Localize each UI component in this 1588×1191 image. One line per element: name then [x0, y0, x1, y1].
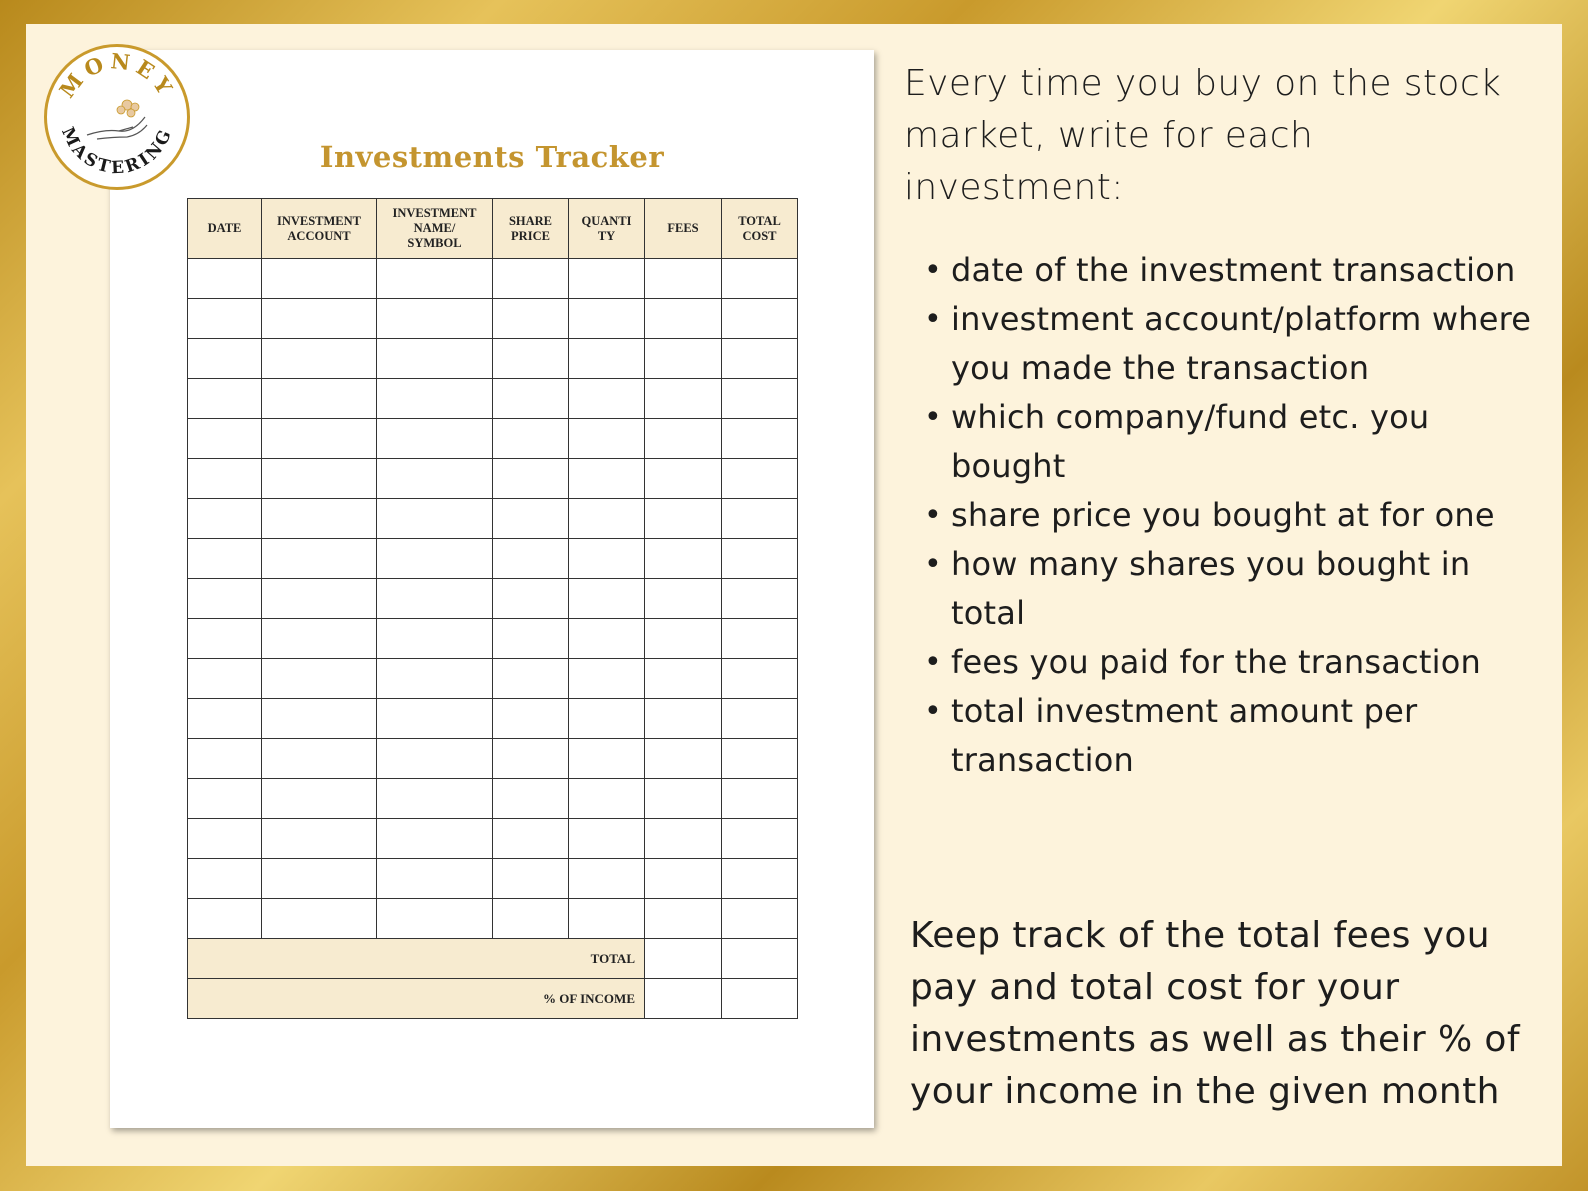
- entry-cell[interactable]: [262, 339, 377, 379]
- logo-bottom-text: MASTERING: [57, 124, 177, 179]
- svg-text:MONEY: [54, 48, 180, 103]
- bullet-icon: •: [924, 694, 942, 729]
- entry-cell[interactable]: [377, 259, 493, 299]
- entry-cell[interactable]: [188, 859, 262, 899]
- sheet-title: Investments Tracker: [319, 140, 665, 174]
- entry-cell[interactable]: [493, 419, 569, 459]
- entry-cell[interactable]: [262, 859, 377, 899]
- entry-cell[interactable]: [493, 659, 569, 699]
- entry-cell[interactable]: [569, 779, 645, 819]
- table-row: [188, 739, 798, 779]
- entry-cell[interactable]: [722, 539, 798, 579]
- entry-cell[interactable]: [645, 339, 722, 379]
- outro-text: Keep track of the total fees you pay and total cost for your investments as well as their % of your income in the given month: [910, 915, 1520, 1112]
- entry-cell[interactable]: [377, 779, 493, 819]
- table-row: [188, 499, 798, 539]
- bullet-icon: •: [924, 645, 942, 680]
- column-header: [262, 199, 377, 259]
- entry-cell[interactable]: [569, 819, 645, 859]
- table-row: [188, 859, 798, 899]
- column-header-line: FEES: [667, 221, 699, 235]
- entry-cell[interactable]: [377, 379, 493, 419]
- entry-cell[interactable]: [722, 619, 798, 659]
- bullet-icon: •: [924, 253, 942, 288]
- income-row-cell[interactable]: [645, 979, 722, 1019]
- table-row: [188, 819, 798, 859]
- entry-cell[interactable]: [493, 299, 569, 339]
- column-header-line: INVESTMENT: [276, 213, 362, 228]
- table-row: [188, 579, 798, 619]
- entry-cell[interactable]: [493, 819, 569, 859]
- entry-cell[interactable]: [377, 739, 493, 779]
- entry-cell[interactable]: [645, 499, 722, 539]
- entry-cell[interactable]: [262, 699, 377, 739]
- column-header-line: SHARE: [508, 213, 553, 228]
- entry-cell[interactable]: [188, 539, 262, 579]
- column-header: [722, 199, 798, 259]
- list-item: [924, 246, 1534, 295]
- list-item: [924, 638, 1534, 687]
- column-header: [377, 199, 493, 259]
- column-header: [493, 199, 569, 259]
- column-header-line: INVESTMENT: [392, 206, 477, 220]
- total-row-label: TOTAL: [188, 939, 645, 979]
- tracker-sheet: [110, 50, 874, 1128]
- entry-cell[interactable]: [645, 739, 722, 779]
- entry-cell[interactable]: [188, 419, 262, 459]
- entry-cell[interactable]: [569, 459, 645, 499]
- list-item: [924, 295, 1534, 393]
- entry-cell[interactable]: [569, 899, 645, 939]
- entry-cell[interactable]: [569, 379, 645, 419]
- entry-cell[interactable]: [377, 659, 493, 699]
- entry-cell[interactable]: [493, 499, 569, 539]
- entry-cell[interactable]: [188, 699, 262, 739]
- list-item-text: investment account/platform where you made the transaction: [951, 300, 1532, 387]
- logo-emblem-icon: [47, 47, 187, 187]
- entry-cell[interactable]: [188, 459, 262, 499]
- entry-cell[interactable]: [493, 539, 569, 579]
- entry-cell[interactable]: [722, 259, 798, 299]
- money-mastering-logo: [44, 44, 190, 190]
- entry-cell[interactable]: [645, 859, 722, 899]
- column-header-line: NAME/: [413, 221, 456, 235]
- list-item: [924, 540, 1534, 638]
- entry-cell[interactable]: [377, 579, 493, 619]
- entry-cell[interactable]: [645, 699, 722, 739]
- entry-cell[interactable]: [188, 739, 262, 779]
- entry-cell[interactable]: [493, 899, 569, 939]
- entry-cell[interactable]: [722, 899, 798, 939]
- entry-cell[interactable]: [493, 379, 569, 419]
- entry-cell[interactable]: [722, 379, 798, 419]
- entry-cell[interactable]: [569, 619, 645, 659]
- entry-cell[interactable]: [722, 859, 798, 899]
- entry-cell[interactable]: [569, 539, 645, 579]
- entry-cell[interactable]: [722, 699, 798, 739]
- entry-cell[interactable]: [493, 859, 569, 899]
- entry-cell[interactable]: [262, 499, 377, 539]
- logo-flower-icon: [117, 100, 139, 117]
- entry-cell[interactable]: [377, 419, 493, 459]
- entry-cell[interactable]: [722, 499, 798, 539]
- income-row: [188, 979, 798, 1019]
- bullet-icon: •: [924, 400, 942, 435]
- entry-cell[interactable]: [722, 419, 798, 459]
- entry-cell[interactable]: [722, 739, 798, 779]
- table-row: [188, 779, 798, 819]
- table-row: [188, 259, 798, 299]
- entry-cell[interactable]: [569, 259, 645, 299]
- entry-cell[interactable]: [645, 899, 722, 939]
- entry-cell[interactable]: [262, 619, 377, 659]
- entry-cell[interactable]: [569, 499, 645, 539]
- entry-cell[interactable]: [262, 819, 377, 859]
- table-row: [188, 619, 798, 659]
- entry-cell[interactable]: [188, 659, 262, 699]
- entry-cell[interactable]: [188, 299, 262, 339]
- entry-cell[interactable]: [569, 739, 645, 779]
- list-item-text: share price you bought at for one: [951, 496, 1495, 534]
- table-row: [188, 539, 798, 579]
- entry-cell[interactable]: [645, 659, 722, 699]
- entry-cell[interactable]: [262, 899, 377, 939]
- table-header-row: [188, 199, 798, 259]
- entry-cell[interactable]: [262, 659, 377, 699]
- column-header-line: PRICE: [511, 228, 550, 243]
- entry-cell[interactable]: [645, 419, 722, 459]
- income-row-label: % OF INCOME: [188, 979, 645, 1019]
- table-row: [188, 339, 798, 379]
- table-row: [188, 699, 798, 739]
- entry-cell[interactable]: [493, 619, 569, 659]
- total-row: [188, 939, 798, 979]
- entry-cell[interactable]: [569, 699, 645, 739]
- entry-cell[interactable]: [188, 779, 262, 819]
- entry-cell[interactable]: [645, 619, 722, 659]
- entry-cell[interactable]: [262, 579, 377, 619]
- column-header: [645, 199, 722, 259]
- entry-cell[interactable]: [493, 579, 569, 619]
- entry-cell[interactable]: [377, 339, 493, 379]
- entry-cell[interactable]: [377, 499, 493, 539]
- entry-cell[interactable]: [722, 659, 798, 699]
- entry-cell[interactable]: [645, 459, 722, 499]
- logo-hand-icon: [87, 117, 147, 139]
- entry-cell[interactable]: [262, 379, 377, 419]
- entry-cell[interactable]: [188, 379, 262, 419]
- bullet-icon: •: [924, 302, 942, 337]
- entry-cell[interactable]: [377, 619, 493, 659]
- column-header-line: TY: [597, 228, 616, 243]
- list-item: [924, 491, 1534, 540]
- entry-cell[interactable]: [569, 419, 645, 459]
- entry-cell[interactable]: [645, 819, 722, 859]
- entry-cell[interactable]: [645, 379, 722, 419]
- entry-cell[interactable]: [645, 299, 722, 339]
- entry-cell[interactable]: [645, 779, 722, 819]
- entry-cell[interactable]: [493, 459, 569, 499]
- total-row-cell[interactable]: [645, 939, 722, 979]
- entry-cell[interactable]: [493, 699, 569, 739]
- table-body: [188, 259, 798, 1019]
- table-row: [188, 299, 798, 339]
- column-header-line: DATE: [207, 221, 242, 235]
- total-row-cell[interactable]: [722, 939, 798, 979]
- table-row: [188, 659, 798, 699]
- entry-cell[interactable]: [569, 859, 645, 899]
- entry-cell[interactable]: [188, 619, 262, 659]
- instructions-panel: [904, 58, 1534, 1112]
- entry-cell[interactable]: [377, 819, 493, 859]
- bullet-icon: •: [924, 547, 942, 582]
- entry-cell[interactable]: [722, 299, 798, 339]
- entry-cell[interactable]: [262, 539, 377, 579]
- entry-cell[interactable]: [569, 339, 645, 379]
- list-item: [924, 393, 1534, 491]
- column-header-line: COST: [742, 228, 777, 243]
- entry-cell[interactable]: [722, 339, 798, 379]
- entry-cell[interactable]: [377, 459, 493, 499]
- column-header-line: SYMBOL: [407, 236, 462, 250]
- entry-cell[interactable]: [493, 339, 569, 379]
- entry-cell[interactable]: [262, 259, 377, 299]
- entry-cell[interactable]: [722, 459, 798, 499]
- entry-cell[interactable]: [188, 259, 262, 299]
- entry-cell[interactable]: [188, 499, 262, 539]
- entry-cell[interactable]: [262, 779, 377, 819]
- entry-cell[interactable]: [188, 579, 262, 619]
- entry-cell[interactable]: [722, 819, 798, 859]
- entry-cell[interactable]: [377, 539, 493, 579]
- investments-table: [187, 198, 798, 1019]
- entry-cell[interactable]: [262, 299, 377, 339]
- table-row: [188, 459, 798, 499]
- column-header-line: ACCOUNT: [287, 228, 351, 243]
- entry-cell[interactable]: [493, 779, 569, 819]
- entry-cell[interactable]: [569, 299, 645, 339]
- entry-cell[interactable]: [377, 299, 493, 339]
- intro-text: Every time you buy on the stock market, write for each investment:: [904, 63, 1502, 208]
- column-header-line: TOTAL: [738, 213, 781, 228]
- entry-cell[interactable]: [262, 739, 377, 779]
- entry-cell[interactable]: [188, 819, 262, 859]
- column-header: [188, 199, 262, 259]
- table-row: [188, 899, 798, 939]
- entry-cell[interactable]: [377, 859, 493, 899]
- entry-cell[interactable]: [262, 459, 377, 499]
- list-item-text: total investment amount per transaction: [951, 692, 1418, 779]
- entry-cell[interactable]: [188, 339, 262, 379]
- list-item-text: how many shares you bought in total: [951, 545, 1471, 632]
- column-header: [569, 199, 645, 259]
- table-row: [188, 419, 798, 459]
- table-row: [188, 379, 798, 419]
- income-row-cell[interactable]: [722, 979, 798, 1019]
- bullet-icon: •: [924, 498, 942, 533]
- list-item-text: date of the investment transaction: [951, 251, 1516, 289]
- list-item-text: which company/fund etc. you bought: [951, 398, 1430, 485]
- column-header-line: QUANTI: [581, 213, 632, 228]
- entry-cell[interactable]: [722, 779, 798, 819]
- entry-cell[interactable]: [569, 659, 645, 699]
- entry-cell[interactable]: [645, 259, 722, 299]
- entry-cell[interactable]: [722, 579, 798, 619]
- entry-cell[interactable]: [645, 539, 722, 579]
- entry-cell[interactable]: [377, 899, 493, 939]
- entry-cell[interactable]: [493, 259, 569, 299]
- entry-cell[interactable]: [493, 739, 569, 779]
- entry-cell[interactable]: [377, 699, 493, 739]
- entry-cell[interactable]: [188, 899, 262, 939]
- svg-text:MASTERING: [57, 124, 177, 178]
- logo-top-text: MONEY: [54, 48, 180, 103]
- entry-cell[interactable]: [645, 579, 722, 619]
- list-item-text: fees you paid for the transaction: [951, 643, 1481, 681]
- instruction-points: [924, 246, 1534, 785]
- list-item: [924, 687, 1534, 785]
- entry-cell[interactable]: [569, 579, 645, 619]
- entry-cell[interactable]: [262, 419, 377, 459]
